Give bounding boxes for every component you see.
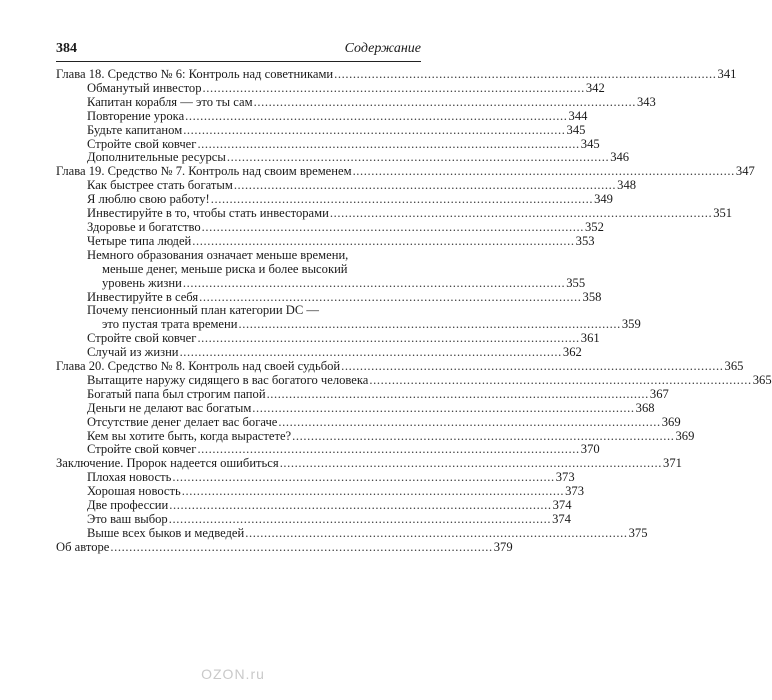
- dot-leader: ......................................................................................................: [168, 512, 552, 526]
- toc-page-number: 343: [636, 94, 656, 109]
- dot-leader: ......................................................................................................: [292, 428, 675, 443]
- toc-section-entry[interactable]: [56, 94, 656, 110]
- toc-page-number: 361: [580, 331, 600, 346]
- toc-section-entry[interactable]: [56, 525, 648, 541]
- toc-entry-title: Четыре типа людей: [87, 233, 192, 248]
- toc-page-number: 349: [594, 192, 613, 207]
- toc-page-number: 375: [628, 525, 648, 540]
- toc-entry-title: уровень жизни: [102, 275, 182, 290]
- toc-entry-title: Глава 18. Средство № 6: Контроль над советниками: [56, 67, 334, 81]
- toc-entry-title: Я люблю свою работу!: [87, 192, 210, 207]
- dot-leader: ......................................................................................................: [233, 178, 617, 193]
- toc-section-entry[interactable]: [56, 178, 637, 193]
- toc-entry-title: Деньги не делают вас богатым: [87, 400, 252, 415]
- dot-leader: ......................................................................................................: [226, 150, 610, 165]
- toc-section-entry[interactable]: [56, 512, 571, 527]
- toc-page-number: 365: [724, 359, 744, 374]
- toc-entry-title: Инвестируйте в то, чтобы стать инвесторами: [87, 206, 329, 221]
- toc-section-entry[interactable]: [56, 331, 600, 346]
- dot-leader: ......................................................................................................: [252, 400, 635, 415]
- toc-page-number: 362: [562, 345, 582, 360]
- dot-leader: ......................................................................................................: [279, 456, 663, 471]
- toc-page-number: 371: [663, 456, 682, 471]
- dot-leader: ......................................................................................................: [183, 122, 566, 137]
- toc-page-number: 368: [635, 400, 655, 415]
- toc-page-number: 358: [582, 289, 602, 304]
- toc-entry-title: Повторение урока: [87, 108, 185, 123]
- toc-page-number: 367: [649, 386, 669, 401]
- toc-entry-title: Глава 20. Средство № 8. Контроль над своей судьбой: [56, 359, 341, 374]
- toc-entry-title: Дополнительные ресурсы: [87, 150, 226, 165]
- dot-leader: ......................................................................................................: [352, 164, 735, 179]
- dot-leader: ......................................................................................................: [185, 108, 568, 123]
- toc-entry-title: Плохая новость: [87, 470, 172, 485]
- toc-section-entry[interactable]: [56, 428, 695, 444]
- toc-section-entry[interactable]: [56, 317, 641, 332]
- watermark: OZON.ru: [201, 666, 265, 682]
- toc-entry-title: Это ваш выбор: [87, 512, 168, 526]
- dot-leader: ......................................................................................................: [181, 484, 565, 499]
- dot-leader: ......................................................................................................: [182, 275, 566, 290]
- toc-entry-title: Как быстрее стать богатым: [87, 178, 233, 193]
- toc-page-number: 353: [575, 233, 595, 248]
- toc-section-entry[interactable]: [56, 414, 681, 430]
- dot-leader: ......................................................................................................: [192, 233, 575, 248]
- toc-section-entry[interactable]: [56, 289, 602, 305]
- toc-entry-title: Кем вы хотите быть, когда вырастете?: [87, 428, 292, 443]
- dot-leader: ......................................................................................................: [238, 317, 621, 332]
- toc-page-number: 369: [675, 428, 695, 443]
- toc-entry-title: Инвестируйте в себя: [87, 289, 199, 304]
- toc-page-number: 347: [735, 164, 755, 179]
- toc-section-entry[interactable]: [56, 470, 575, 485]
- toc-entry-title: Вытащите наружу сидящего в вас богатого человека: [87, 372, 369, 387]
- toc-page-number: 365: [752, 372, 772, 387]
- toc-section-line[interactable]: меньше денег, меньше риска и более высокий: [102, 261, 348, 276]
- toc-entry-title: Будьте капитаном: [87, 122, 183, 137]
- toc-page-number: 373: [565, 484, 584, 499]
- dot-leader: ......................................................................................................: [334, 67, 717, 81]
- toc-page-number: 379: [493, 539, 513, 554]
- dot-leader: ......................................................................................................: [172, 470, 555, 485]
- toc-chapter-entry[interactable]: [56, 456, 682, 471]
- dot-leader: ......................................................................................................: [245, 525, 628, 540]
- toc-page-number: 352: [585, 219, 604, 234]
- toc-page-number: 369: [661, 414, 681, 429]
- toc-entry-title: Выше всех быков и медведей: [87, 525, 245, 540]
- toc-chapter-entry[interactable]: [56, 67, 737, 82]
- dot-leader: ......................................................................................................: [210, 192, 594, 207]
- dot-leader: ......................................................................................................: [197, 136, 580, 151]
- toc-page-number: 345: [566, 122, 586, 137]
- table-of-contents: [56, 67, 772, 555]
- toc-page-number: 342: [585, 80, 605, 95]
- toc-section-entry[interactable]: [56, 80, 605, 96]
- dot-leader: ......................................................................................................: [110, 539, 493, 554]
- toc-page-number: 341: [717, 67, 737, 81]
- dot-leader: ......................................................................................................: [202, 80, 585, 95]
- toc-page-number: 346: [610, 150, 630, 165]
- toc-page-number: 355: [566, 275, 586, 290]
- toc-entry-title: Об авторе: [56, 539, 110, 554]
- toc-entry-title: Обманутый инвестор: [87, 80, 202, 95]
- toc-entry-title: Капитан корабля — это ты сам: [87, 94, 253, 109]
- toc-section-entry[interactable]: [56, 386, 669, 402]
- toc-chapter-entry[interactable]: [56, 164, 755, 179]
- toc-section-entry[interactable]: [56, 275, 586, 291]
- dot-leader: ......................................................................................................: [169, 498, 552, 513]
- toc-page-number: 351: [713, 206, 733, 221]
- toc-page-number: 359: [621, 317, 641, 332]
- toc-entry-title: Случай из жизни: [87, 345, 179, 360]
- dot-leader: ......................................................................................................: [179, 345, 562, 360]
- toc-section-line[interactable]: Почему пенсионный план категории DC —: [87, 303, 320, 318]
- toc-entry-title: Глава 19. Средство № 7. Контроль над своим временем: [56, 164, 352, 179]
- toc-section-entry[interactable]: [56, 233, 595, 249]
- toc-chapter-entry[interactable]: [56, 539, 513, 555]
- toc-entry-title: Отсутствие денег делает вас богаче: [87, 414, 278, 429]
- toc-page-number: 370: [580, 442, 600, 457]
- toc-section-line[interactable]: Немного образования означает меньше времени,: [87, 247, 349, 262]
- toc-section-entry[interactable]: [56, 345, 582, 360]
- toc-section-entry[interactable]: [56, 192, 613, 207]
- dot-leader: ......................................................................................................: [278, 414, 661, 429]
- page-header: [56, 41, 421, 63]
- toc-page-number: 345: [580, 136, 600, 151]
- toc-section-entry[interactable]: [56, 108, 588, 124]
- dot-leader: ......................................................................................................: [197, 442, 580, 457]
- toc-section-entry[interactable]: [56, 498, 572, 513]
- toc-section-entry[interactable]: [56, 442, 600, 457]
- toc-entry-title: Две профессии: [87, 498, 169, 513]
- toc-chapter-entry[interactable]: [56, 359, 744, 374]
- toc-entry-title: Стройте свой ковчег: [87, 331, 197, 346]
- toc-page-number: 374: [552, 512, 571, 526]
- toc-section-entry[interactable]: [56, 122, 586, 138]
- page-number: 384: [56, 41, 77, 56]
- dot-leader: ......................................................................................................: [369, 372, 752, 387]
- dot-leader: ......................................................................................................: [199, 289, 582, 304]
- running-title: Содержание: [344, 41, 421, 56]
- dot-leader: ......................................................................................................: [197, 331, 580, 346]
- toc-section-entry[interactable]: [56, 484, 584, 499]
- toc-section-entry[interactable]: [56, 150, 630, 165]
- toc-entry-title: Богатый папа был строгим папой: [87, 386, 266, 401]
- toc-entry-title: Хорошая новость: [87, 484, 181, 499]
- dot-leader: ......................................................................................................: [341, 359, 724, 374]
- toc-section-entry[interactable]: [56, 219, 604, 235]
- dot-leader: ......................................................................................................: [201, 219, 584, 234]
- toc-section-entry[interactable]: [56, 372, 772, 388]
- dot-leader: ......................................................................................................: [266, 386, 649, 401]
- toc-section-entry[interactable]: [56, 136, 600, 152]
- dot-leader: ......................................................................................................: [329, 206, 713, 221]
- dot-leader: ......................................................................................................: [253, 94, 636, 109]
- toc-entry-title: Стройте свой ковчег: [87, 442, 197, 457]
- toc-page-number: 348: [617, 178, 637, 193]
- toc-page-number: 344: [568, 108, 588, 123]
- toc-entry-title: Заключение. Пророк надеется ошибиться: [56, 456, 279, 471]
- header-rule: [56, 61, 421, 62]
- toc-entry-title: Здоровье и богатство: [87, 219, 201, 234]
- toc-page-number: 374: [552, 498, 572, 513]
- toc-section-entry[interactable]: [56, 206, 733, 221]
- toc-entry-title: это пустая трата времени: [102, 317, 238, 332]
- toc-page-number: 373: [555, 470, 575, 485]
- toc-section-entry[interactable]: [56, 400, 655, 416]
- toc-entry-title: Стройте свой ковчег: [87, 136, 197, 151]
